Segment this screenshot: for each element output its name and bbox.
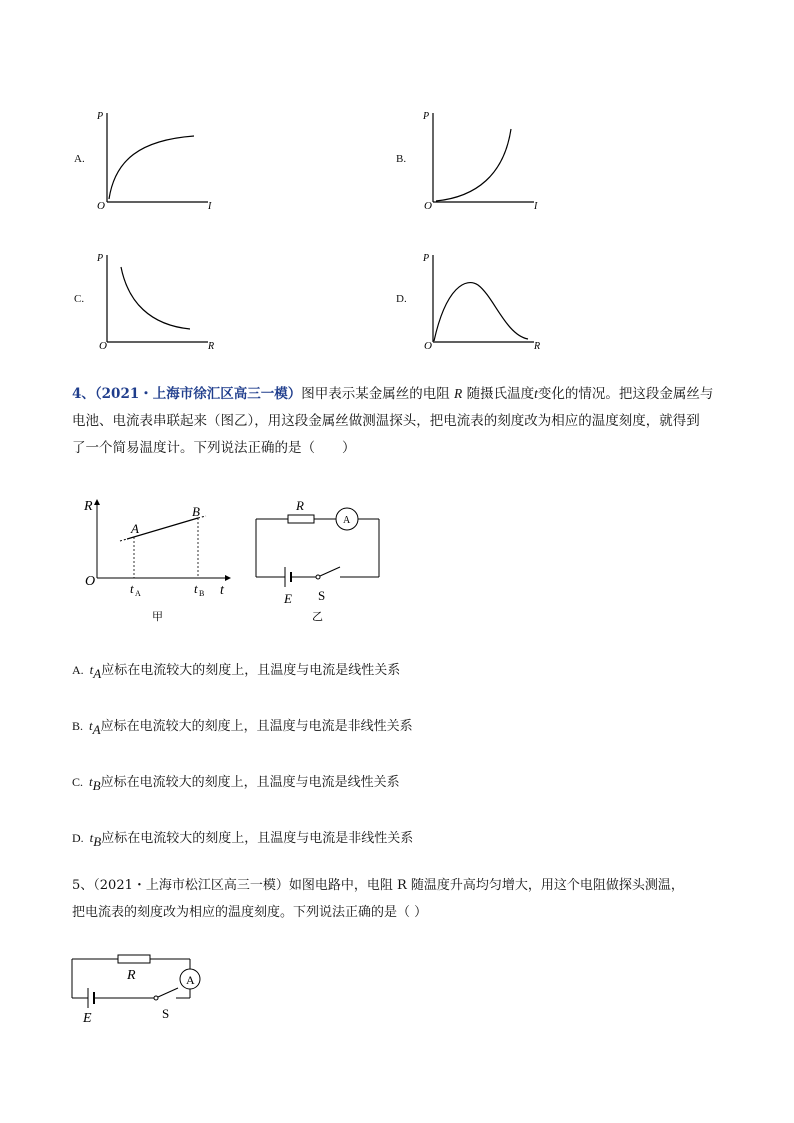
graph-c <box>90 247 220 357</box>
y-axis-label: P <box>97 253 104 264</box>
q4-stem <box>72 380 732 462</box>
q4-line1a: 图甲表示某金属丝的电阻 <box>301 386 455 402</box>
q4-source: （2021・上海市徐汇区高三一模） <box>94 386 302 402</box>
tick-ta: t <box>130 581 134 596</box>
resistor-label: R <box>127 968 136 983</box>
fig-yi-circuit <box>248 492 393 627</box>
q4-option-c[interactable]: C. $t_B$应标在电流较大的刻度上，且温度与电流是线性关系 <box>72 774 400 793</box>
x-axis-label: I <box>534 201 538 212</box>
battery-label: E <box>83 1011 92 1026</box>
q4-line2: 电池、电流表串联起来（图乙），用这段金属丝做测温探头，把电流表的刻度改为相应的温度刻度，就得到 <box>72 413 700 429</box>
option-a-label: A. <box>74 153 85 165</box>
ammeter-label: A <box>343 515 351 526</box>
q4-var-r: R <box>454 386 463 401</box>
y-axis-label: P <box>423 253 430 264</box>
tick-tb: t <box>194 581 198 596</box>
q4-option-b[interactable]: B. $t_A$应标在电流较大的刻度上，且温度与电流是非线性关系 <box>72 718 413 737</box>
y-axis-label: P <box>423 111 430 122</box>
y-axis-label: P <box>97 111 104 122</box>
tick-tb-sub: B <box>199 589 205 598</box>
x-axis-label: R <box>534 341 541 352</box>
q4-option-a[interactable]: A. $t_A$应标在电流较大的刻度上，且温度与电流是线性关系 <box>72 662 401 681</box>
battery-label: E <box>284 591 292 606</box>
q5-stem <box>72 872 732 926</box>
switch-label: S <box>318 588 326 603</box>
graph-d <box>416 247 546 357</box>
origin-label: O <box>97 200 105 212</box>
tick-ta-sub: A <box>135 589 141 598</box>
x-axis-label: I <box>208 201 212 212</box>
ammeter-label: A <box>186 973 195 987</box>
point-b-label: B <box>192 504 200 519</box>
option-c-label: C. <box>74 293 85 305</box>
origin-label: O <box>424 340 432 352</box>
q4-line3: 了一个简易温度计。下列说法正确的是（ ） <box>72 440 356 456</box>
curve-decreasing <box>121 267 190 329</box>
y-axis-label: R <box>84 499 93 514</box>
q4-number: 4、 <box>72 386 95 402</box>
q4-line1b: 随摄氏温度 <box>462 386 535 402</box>
q5-line2: 把电流表的刻度改为相应的温度刻度。下列说法正确的是（ ） <box>72 905 428 920</box>
caption-jia: 甲 <box>152 611 163 623</box>
q5-circuit <box>64 948 214 1028</box>
resistor-label: R <box>296 498 304 513</box>
curve-convex <box>436 129 511 201</box>
resistor <box>288 515 314 523</box>
origin-label: O <box>85 574 96 589</box>
switch <box>320 567 340 576</box>
x-axis-label: t <box>220 583 224 598</box>
fig-jia-graph <box>80 492 240 627</box>
switch <box>158 988 178 997</box>
option-d-label: D. <box>396 293 407 305</box>
option-b-label: B. <box>396 153 407 165</box>
graph-a <box>90 105 220 215</box>
point-a-label: A <box>131 521 139 536</box>
resistor <box>118 955 150 963</box>
q5-line1: 5、（2021・上海市松江区高三一模）如图电路中，电阻 R 随温度升高均匀增大，用这个电阻做探头测温， <box>72 878 684 893</box>
curve-peak <box>434 283 528 341</box>
curve-concave <box>109 136 194 199</box>
q4-option-d[interactable]: D. $t_B$应标在电流较大的刻度上，且温度与电流是非线性关系 <box>72 830 414 849</box>
switch-label: S <box>162 1006 170 1021</box>
q4-var-t: t <box>534 386 538 401</box>
q4-line1c: 变化的情况。把这段金属丝与 <box>537 386 714 402</box>
caption-yi: 乙 <box>312 611 323 623</box>
origin-label: O <box>99 340 107 352</box>
graph-b <box>416 105 546 215</box>
x-axis-label: R <box>208 341 215 352</box>
origin-label: O <box>424 200 432 212</box>
